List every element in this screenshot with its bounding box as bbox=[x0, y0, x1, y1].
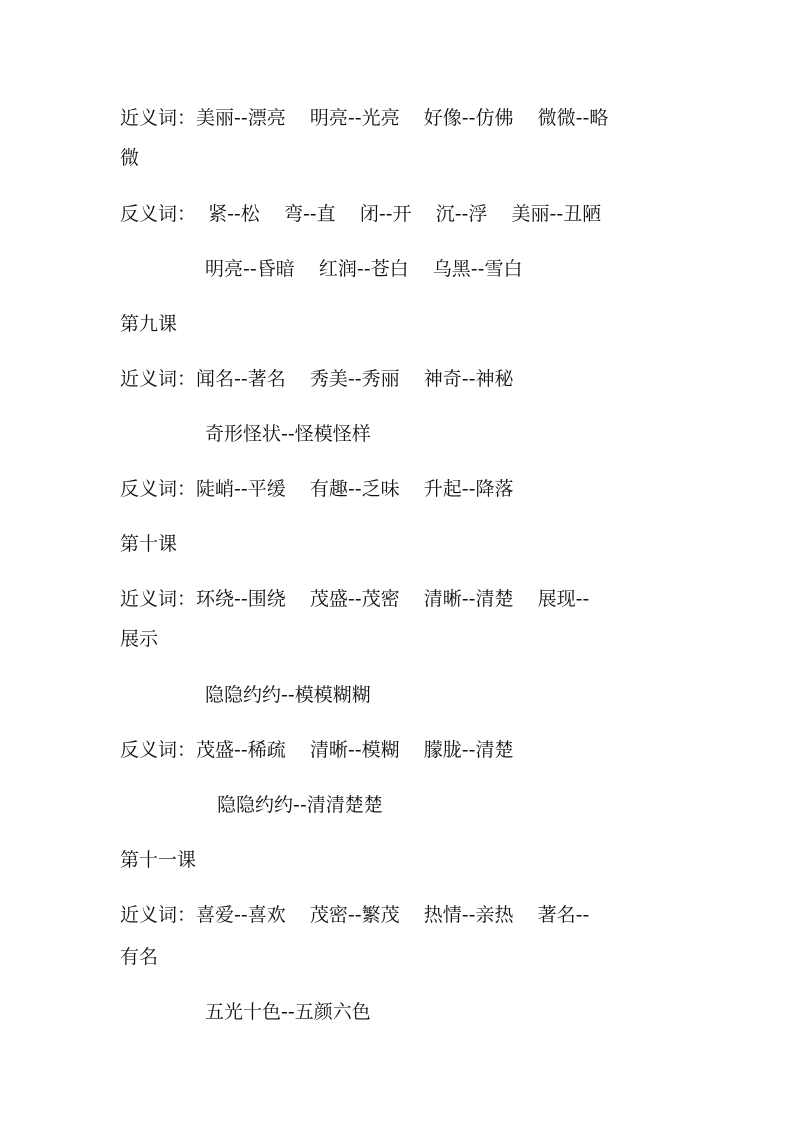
antonym-line: 反义词： 紧--松 弯--直 闭--开 沉--浮 美丽--丑陋 bbox=[120, 203, 602, 225]
antonym-line-continued: 明亮--昏暗 红润--苍白 乌黑--雪白 bbox=[205, 258, 523, 280]
antonym-line-continued: 隐隐约约--清清楚楚 bbox=[217, 794, 383, 816]
synonym-line: 近义词：环绕--围绕 茂盛--茂密 清晰--清楚 展现-- bbox=[120, 588, 590, 610]
lesson-heading-9: 第九课 bbox=[120, 313, 178, 335]
lesson-heading-11: 第十一课 bbox=[120, 849, 197, 871]
synonym-line-continued: 奇形怪状--怪模怪样 bbox=[205, 423, 371, 445]
synonym-line-continued: 五光十色--五颜六色 bbox=[205, 1001, 371, 1023]
synonym-line: 近义词：喜爱--喜欢 茂密--繁茂 热情--亲热 著名-- bbox=[120, 904, 590, 926]
synonym-line-wrap: 微 bbox=[120, 147, 140, 169]
synonym-line-continued: 隐隐约约--模模糊糊 bbox=[205, 684, 371, 706]
synonym-line-wrap: 有名 bbox=[120, 946, 159, 968]
antonym-line: 反义词：陡峭--平缓 有趣--乏味 升起--降落 bbox=[120, 478, 514, 500]
antonym-line: 反义词：茂盛--稀疏 清晰--模糊 朦胧--清楚 bbox=[120, 739, 514, 761]
lesson-heading-10: 第十课 bbox=[120, 533, 178, 555]
synonym-line: 近义词：美丽--漂亮 明亮--光亮 好像--仿佛 微微--略 bbox=[120, 107, 609, 129]
synonym-line-wrap: 展示 bbox=[120, 628, 159, 650]
synonym-line: 近义词：闻名--著名 秀美--秀丽 神奇--神秘 bbox=[120, 368, 514, 390]
